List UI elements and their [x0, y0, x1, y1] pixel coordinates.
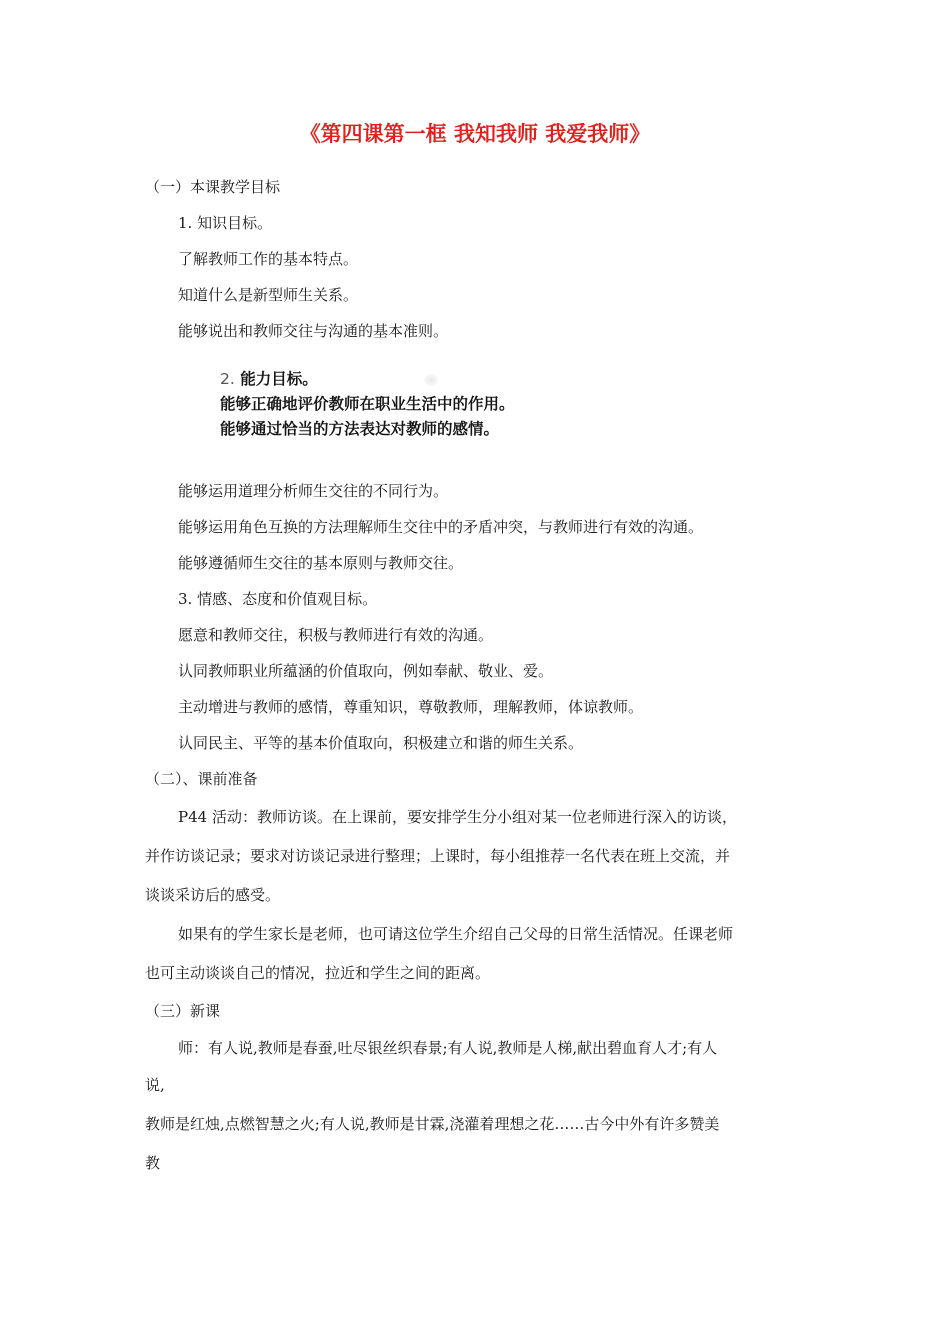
emotion-goal-item: 认同教师职业所蕴涵的价值取向，例如奉献、敬业、爱。	[178, 662, 554, 680]
ability-goal-item: 能够正确地评价教师在职业生活中的作用。	[220, 395, 515, 413]
ability-goal-heading-text: 能力目标。	[240, 370, 318, 388]
ability-goal-item: 能够通过恰当的方法表达对教师的感情。	[220, 420, 500, 438]
section-heading-new-lesson: （三）新课	[145, 1002, 221, 1020]
new-lesson-paragraph-line: 师：有人说,教师是春蚕,吐尽银丝织春景;有人说,教师是人梯,献出碧血育人才;有人	[178, 1039, 718, 1057]
emotion-goal-heading: 3. 情感、态度和价值观目标。	[178, 590, 378, 608]
ability-goal-item: 能够运用道理分析师生交往的不同行为。	[178, 482, 449, 500]
preparation-paragraph-line: 谈谈采访后的感受。	[145, 886, 281, 904]
knowledge-goal-item: 能够说出和教师交往与沟通的基本准则。	[178, 322, 449, 340]
new-lesson-paragraph-line: 教	[145, 1154, 161, 1172]
preparation-paragraph-line: 也可主动谈谈自己的情况，拉近和学生之间的距离。	[145, 964, 491, 982]
preparation-paragraph-line: 如果有的学生家长是老师，也可请这位学生介绍自己父母的日常生活情况。任课老师	[178, 925, 734, 943]
scanned-ability-goal-block	[214, 362, 554, 452]
section-heading-teaching-goals: （一）本课教学目标	[145, 178, 281, 196]
emotion-goal-item: 愿意和教师交往，积极与教师进行有效的沟通。	[178, 626, 494, 644]
emotion-goal-item: 认同民主、平等的基本价值取向，积极建立和谐的师生关系。	[178, 734, 584, 752]
preparation-paragraph-line: P44 活动：教师访谈。在上课前，要安排学生分小组对某一位老师进行深入的访谈，	[178, 808, 737, 826]
document-title: 《第四课第一框 我知我师 我爱我师》	[299, 122, 651, 146]
knowledge-goal-item: 知道什么是新型师生关系。	[178, 286, 359, 304]
ability-goal-item: 能够遵循师生交往的基本原则与教师交往。	[178, 554, 464, 572]
ability-goal-heading	[220, 368, 318, 390]
knowledge-goal-item: 了解教师工作的基本特点。	[178, 250, 359, 268]
new-lesson-paragraph-line: 说,	[145, 1076, 165, 1094]
knowledge-goal-heading: 1. 知识目标。	[178, 214, 273, 232]
section-heading-preparation: （二）、课前准备	[145, 770, 258, 788]
new-lesson-paragraph-line: 教师是红烛,点燃智慧之火;有人说,教师是甘霖,浇灌着理想之花……古今中外有许多赞美	[145, 1115, 720, 1133]
ability-goal-number: 2.	[220, 370, 235, 388]
preparation-paragraph-line: 并作访谈记录；要求对访谈记录进行整理；上课时，每小组推荐一名代表在班上交流，并	[145, 847, 731, 865]
emotion-goal-item: 主动增进与教师的感情，尊重知识，尊敬教师，理解教师，体谅教师。	[178, 698, 644, 716]
scan-smudge	[424, 374, 438, 386]
ability-goal-item: 能够运用角色互换的方法理解师生交往中的矛盾冲突，与教师进行有效的沟通。	[178, 518, 704, 536]
